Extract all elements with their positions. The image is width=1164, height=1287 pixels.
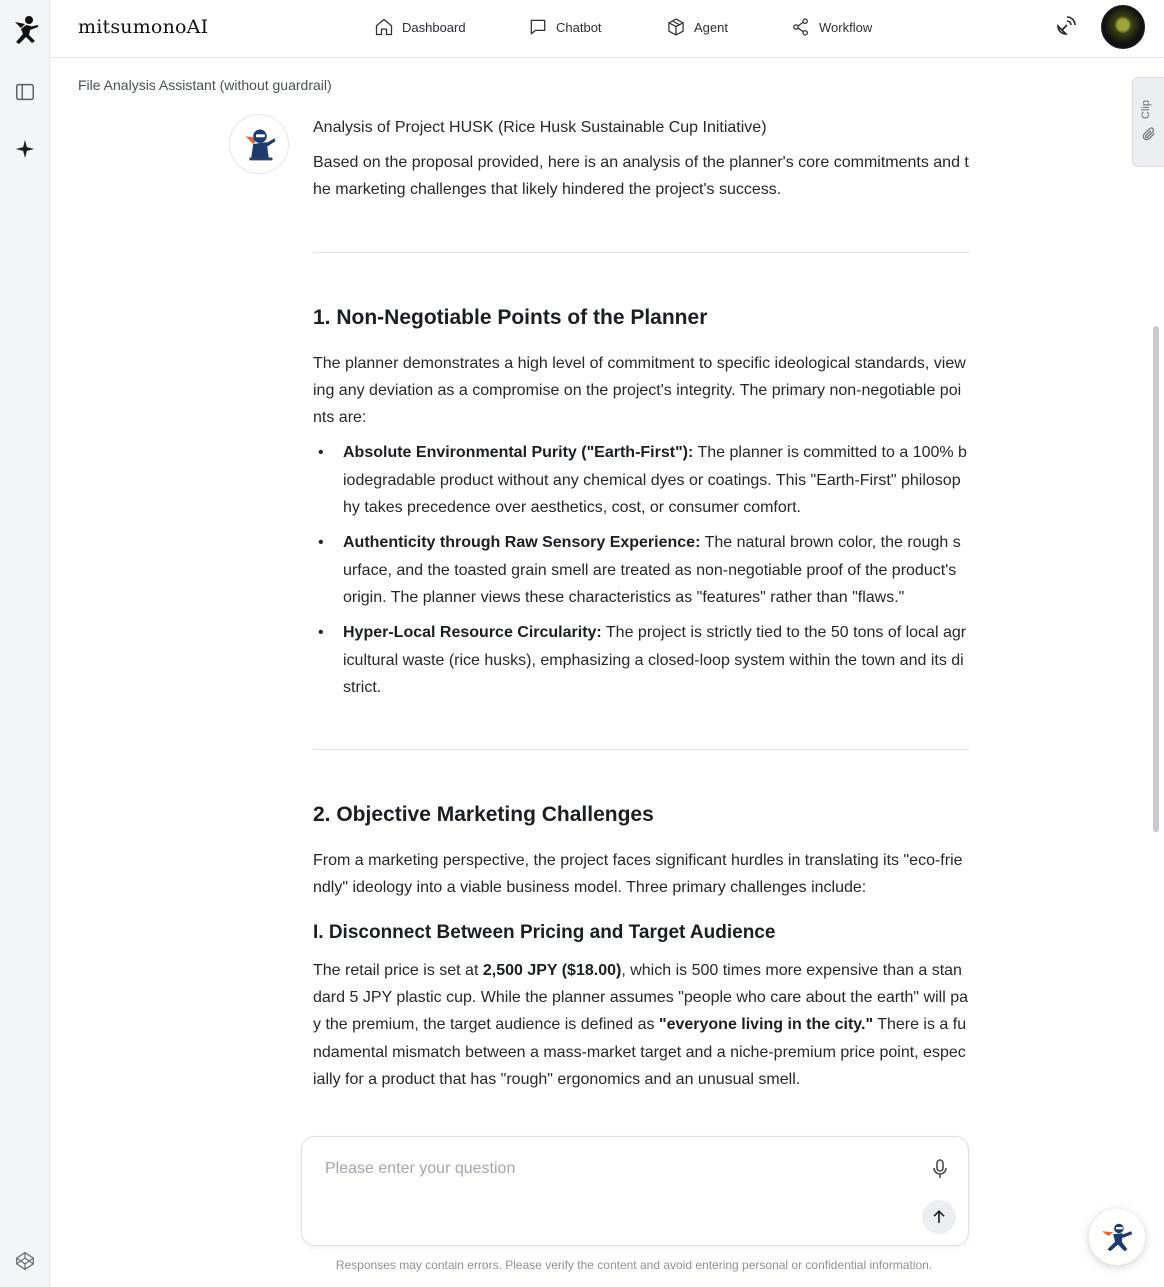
subsection-heading: I. Disconnect Between Pricing and Target Audience [313,921,776,943]
audience-highlight: "everyone living in the city." [658,1016,874,1034]
top-header [50,0,1164,58]
bot-avatar [229,114,289,174]
breadcrumb: File Analysis Assistant (without guardrail) [78,77,332,93]
sparkle-icon[interactable] [13,137,37,161]
nav-chatbot[interactable] [528,17,602,37]
nav-agent[interactable] [666,17,728,37]
satellite-icon[interactable] [1053,15,1077,39]
list-item-text: The planner is committed to a 100% biodegradable product without any chemical dyes or coatings. This "Earth-First" philosophy takes precedence over aesthetics, cost, or consumer comfort. [343,444,967,517]
nav-dashboard-label: Dashboard [402,19,466,35]
scrollbar-thumb[interactable] [1153,326,1159,832]
brand-name[interactable]: mitsumonoAI [78,16,209,38]
ninja-mascot-icon [1098,1218,1136,1256]
non-negotiable-list [313,439,969,701]
subsection-body [313,957,969,1093]
left-rail [0,0,50,1287]
microphone-icon[interactable] [928,1157,952,1181]
text-run: , which is 500 times more expensive than a standard 5 JPY plastic cup. While the planner assumes "people who care about the earth" will pay the premium, the target audience is defined as [313,961,968,1034]
list-item [313,439,969,521]
list-item [313,529,969,611]
share-nodes-icon [791,17,811,37]
assistant-message [313,114,969,1130]
section-2-body: From a marketing perspective, the project faces significant hurdles in translating its "eco-friendly" ideology into a viable business model. Three primary challenges include: [313,852,963,897]
user-avatar[interactable] [1101,5,1145,49]
nav-agent-label: Agent [694,19,728,35]
list-item [313,619,969,701]
nav-chatbot-label: Chatbot [556,19,602,35]
content-fade [300,1118,980,1132]
send-button[interactable] [922,1200,956,1234]
list-item-text: The natural brown color, the rough surface, and the toasted grain smell are treated as non-negotiable proof of the product's origin. The planner views these characteristics as "features" rather than "flaws." [343,534,961,606]
nav-dashboard[interactable] [374,17,466,37]
text-run: The retail price is set at [313,961,483,979]
list-item-title: Authenticity through Raw Sensory Experience: [343,534,701,552]
list-item-title: Hyper-Local Resource Circularity: [343,624,602,642]
nav-workflow[interactable] [791,17,872,37]
sidebar-toggle-icon[interactable] [13,80,37,104]
list-item-text: The project is strictly tied to the 50 tons of local agricultural waste (rice husks), emphasizing a closed-loop system within the town and its district. [343,624,967,696]
section-1-heading: 1. Non-Negotiable Points of the Planner [313,305,708,329]
ninja-logo-icon[interactable] [9,14,41,50]
message-title: Analysis of Project HUSK (Rice Husk Sustainable Cup Initiative) [313,119,767,136]
clip-label: Clip [1140,100,1152,119]
disclaimer-text: Responses may contain errors. Please verify the content and avoid entering personal or confidential information. [335,1258,933,1272]
section-2-heading: 2. Objective Marketing Challenges [313,803,654,827]
price-highlight: 2,500 JPY ($18.00) [482,961,622,979]
question-input[interactable] [325,1157,905,1181]
text-run: There is a fundamental mismatch between a mass-market target and a niche-premium price point, especially for a product that has "rough" ergonomics and an unusual smell. [313,1016,967,1088]
home-icon [374,17,394,37]
arrow-up-icon [929,1207,949,1227]
codepen-icon[interactable] [13,1249,37,1273]
question-composer [301,1136,969,1246]
clip-tab[interactable] [1132,77,1164,167]
divider [313,252,969,253]
message-intro: Based on the proposal provided, here is an analysis of the planner's core commitments and the marketing challenges that likely hindered the project's success. [313,154,969,199]
section-1-body: The planner demonstrates a high level of commitment to specific ideological standards, viewing any deviation as a compromise on the project's integrity. The primary non-negotiable points are: [313,354,966,427]
list-item-title: Absolute Environmental Purity ("Earth-First"): [343,444,694,462]
nav-workflow-label: Workflow [819,19,873,35]
cube-icon [666,17,686,37]
assistant-fab-button[interactable] [1089,1209,1145,1265]
divider [313,749,969,750]
chat-bubble-icon [528,17,548,37]
paperclip-icon [1141,126,1157,142]
